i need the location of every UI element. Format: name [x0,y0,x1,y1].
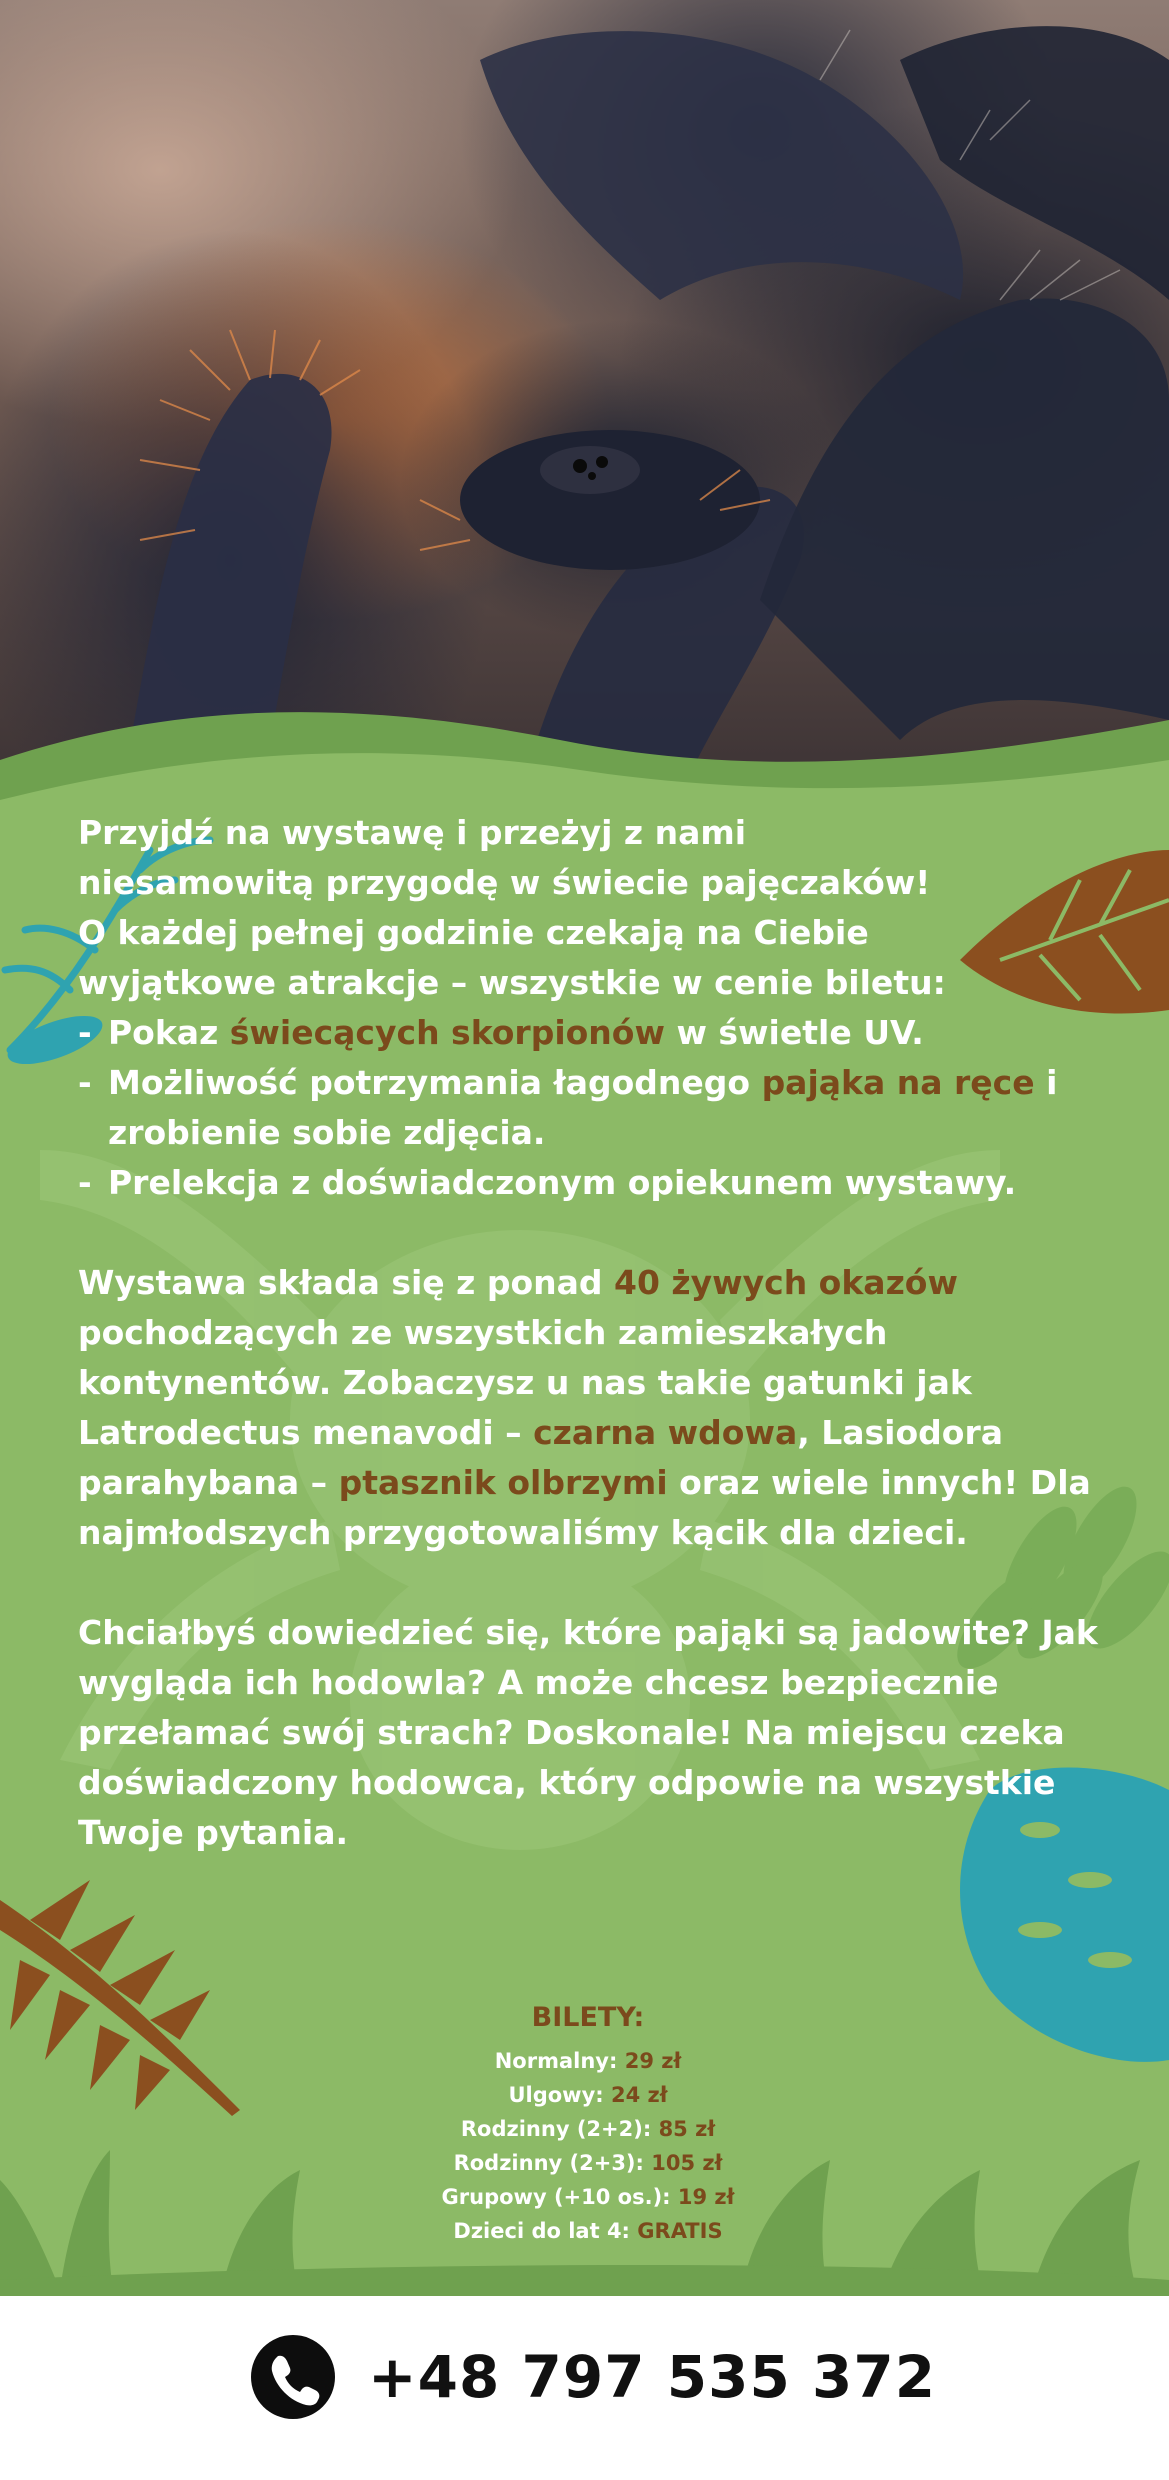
list-item: - Prelekcja z doświadczonym opiekunem wystawy. [78,1163,1017,1202]
footer [0,2296,1169,2480]
ticket-row: Dzieci do lat 4: GRATIS [453,2219,723,2243]
attractions-list [78,1008,1108,1208]
ticket-price: 105 zł [651,2151,723,2175]
ticket-price: GRATIS [637,2219,723,2243]
intro-line: wyjątkowe atrakcje – wszystkie w cenie biletu: [78,963,946,1002]
intro-text [78,808,1108,1008]
highlight-text: ptasznik olbrzymi [338,1463,668,1502]
tickets-title: BILETY: [531,2002,645,2033]
highlight-text: świecących skorpionów [229,1013,665,1052]
tarantula-photo [0,0,1169,800]
exhibition-text: Wystawa składa się z ponad 40 żywych okazów pochodzących ze wszystkich zamieszkałych kontynentów. Zobaczysz u nas takie gatunki jak Latrodectus menavodi – czarna wdowa, Lasiodora parahybana – ptasznik olbrzymi oraz wiele innych! Dla najmłodszych przygotowaliśmy kącik dla dzieci. [78,1263,1091,1552]
highlight-text: pająka na ręce [761,1063,1035,1102]
questions-text: Chciałbyś dowiedzieć się, które pająki są jadowite? Jak wygląda ich hodowla? A może chcesz bezpiecznie przełamać swój strach? Doskonale! Na miejscu czeka doświadczony hodowca, który odpowie na wszystkie Twoje pytania. [78,1613,1098,1852]
highlight-text: czarna wdowa [533,1413,798,1452]
main-content [78,808,1108,1858]
phone-icon[interactable] [251,2335,335,2419]
hero-photo [0,0,1169,800]
list-item: - Pokaz świecących skorpionów w świetle UV. [78,1013,924,1052]
tickets-box [420,1996,756,2248]
phone-number[interactable]: +48 797 535 372 [368,2343,937,2411]
ticket-row: Grupowy (+10 os.): 19 zł [441,2185,735,2209]
intro-line: O każdej pełnej godzinie czekają na Ciebie [78,913,869,952]
ticket-row: Rodzinny (2+3): 105 zł [453,2151,723,2175]
ticket-price: 29 zł [624,2049,682,2073]
ticket-row: Ulgowy: 24 zł [508,2083,668,2107]
brown-fern-icon [0,1880,240,2116]
intro-line: niesamowitą przygodę w świecie pajęczaków! [78,863,931,902]
ticket-price: 19 zł [677,2185,735,2209]
highlight-text: 40 żywych okazów [614,1263,958,1302]
ticket-price: 24 zł [610,2083,668,2107]
ticket-price: 85 zł [658,2117,716,2141]
list-item: - Możliwość potrzymania łagodnego pająka na ręce i zrobienie sobie zdjęcia. [78,1063,1058,1152]
intro-line: Przyjdź na wystawę i przeżyj z nami [78,813,747,852]
ticket-row: Normalny: 29 zł [494,2049,682,2073]
ticket-row: Rodzinny (2+2): 85 zł [460,2117,716,2141]
